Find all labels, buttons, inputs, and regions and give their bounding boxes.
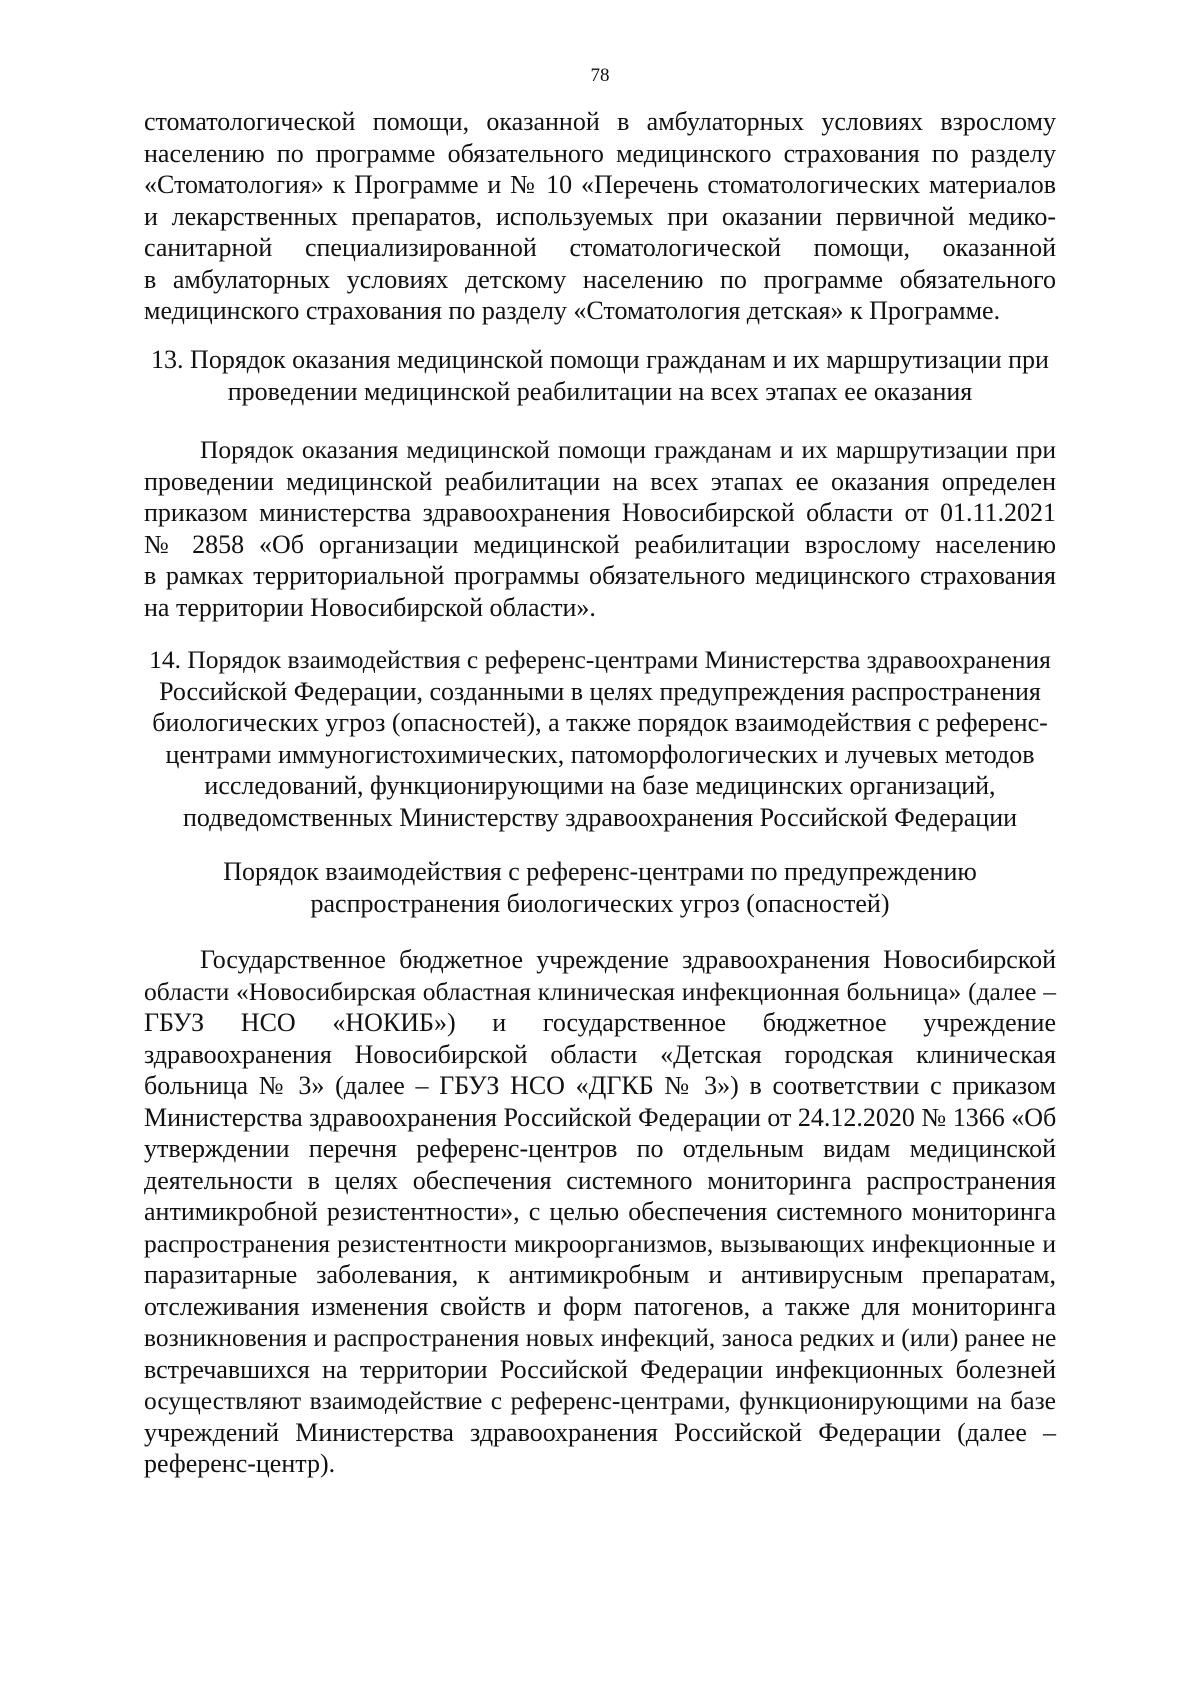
section-14-heading: [144, 644, 1056, 833]
heading-line: Российской Федерации, созданными в целях предупреждения распространения: [159, 676, 1041, 706]
text-line: проведении медицинской реабилитации на всех этапах ее оказания определен: [144, 466, 1056, 496]
subheading-line: Порядок взаимодействия с референс-центрами по предупреждению: [223, 857, 977, 886]
section-13-heading: [144, 344, 1056, 407]
text-line: и лекарственных препаратов, используемых при оказании первичной медико-: [144, 201, 1056, 231]
text-line: медицинского страхования по разделу «Стоматология детская» к Программе.: [144, 296, 1001, 325]
text-line: № 2858 «Об организации медицинской реабилитации взрослому населению: [144, 529, 1056, 559]
heading-line: проведении медицинской реабилитации на всех этапах ее оказания: [227, 376, 973, 406]
text-line: Государственное бюджетное учреждение здравоохранения Новосибирской: [200, 945, 1056, 974]
text-line: здравоохранения Новосибирской области «Детская городская клиническая: [144, 1039, 1056, 1069]
text-line: Министерства здравоохранения Российской Федерации от 24.12.2020 № 1366 «Об: [144, 1102, 1057, 1132]
text-line: антимикробной резистентности», с целью обеспечения системного мониторинга: [144, 1197, 1056, 1226]
text-line: санитарной специализированной стоматологической помощи, оказанной: [144, 233, 1056, 262]
heading-line: 14. Порядок взаимодействия с референс-центрами Министерства здравоохранения: [149, 645, 1051, 674]
text-line: области «Новосибирская областная клиническая инфекционная больница» (далее –: [144, 976, 1056, 1006]
text-line: осуществляют взаимодействие с референс-центрами, функционирующими на базе: [144, 1386, 1056, 1415]
text-line: на территории Новосибирской области».: [144, 592, 596, 622]
text-line: в амбулаторных условиях детскому населению по программе обязательного: [144, 264, 1056, 294]
section-14-paragraph: [144, 944, 1056, 1480]
text-line: стоматологической помощи, оказанной в амбулаторных условиях взрослому: [144, 107, 1056, 136]
text-line: ГБУЗ НСО «НОКИБ») и государственное бюджетное учреждение: [144, 1008, 1056, 1037]
text-line: встречавшихся на территории Российской Федерации инфекционных болезней: [144, 1354, 1056, 1384]
text-line: референс-центр).: [144, 1449, 336, 1478]
section-13-paragraph: [144, 434, 1056, 623]
heading-line: подведомственных Министерству здравоохранения Российской Федерации: [182, 802, 1018, 832]
text-line: в рамках территориальной программы обязательного медицинского страхования: [144, 561, 1056, 590]
heading-line: биологических угроз (опасностей), а также порядок взаимодействия с референс-: [152, 708, 1048, 737]
text-line: утверждении перечня референс-центров по отдельным видам медицинской: [144, 1134, 1056, 1163]
heading-line: 13. Порядок оказания медицинской помощи гражданам и их маршрутизации при: [151, 345, 1049, 374]
section-14-subheading: [144, 856, 1056, 919]
text-line: больница № 3» (далее – ГБУЗ НСО «ДГКБ № 3») в соответствии с приказом: [144, 1071, 1056, 1100]
text-line: приказом министерства здравоохранения Новосибирской области от 01.11.2021: [144, 498, 1056, 527]
heading-line: исследований, функционирующими на базе медицинских организаций,: [204, 771, 996, 800]
text-line: возникновения и распространения новых инфекций, заноса редких и (или) ранее не: [144, 1323, 1057, 1352]
text-line: паразитарные заболевания, к антимикробным и антивирусным препаратам,: [144, 1260, 1056, 1289]
text-line: отслеживания изменения свойств и форм патогенов, а также для мониторинга: [144, 1291, 1056, 1321]
text-line: учреждений Министерства здравоохранения Российской Федерации (далее –: [144, 1417, 1056, 1447]
paragraph-intro: [144, 106, 1056, 327]
text-line: Порядок оказания медицинской помощи гражданам и их маршрутизации при: [200, 435, 1056, 464]
page-number: 78: [590, 65, 610, 86]
subheading-line: распространения биологических угроз (опасностей): [310, 888, 890, 918]
text-line: населению по программе обязательного медицинского страхования по разделу: [144, 138, 1056, 168]
text-line: распространения резистентности микроорганизмов, вызывающих инфекционные и: [144, 1228, 1056, 1258]
text-line: «Стоматология» к Программе и № 10 «Перечень стоматологических материалов: [144, 170, 1056, 199]
heading-line: центрами иммуногистохимических, патоморфологических и лучевых методов: [165, 739, 1035, 769]
text-line: деятельности в целях обеспечения системного мониторинга распространения: [144, 1165, 1056, 1195]
